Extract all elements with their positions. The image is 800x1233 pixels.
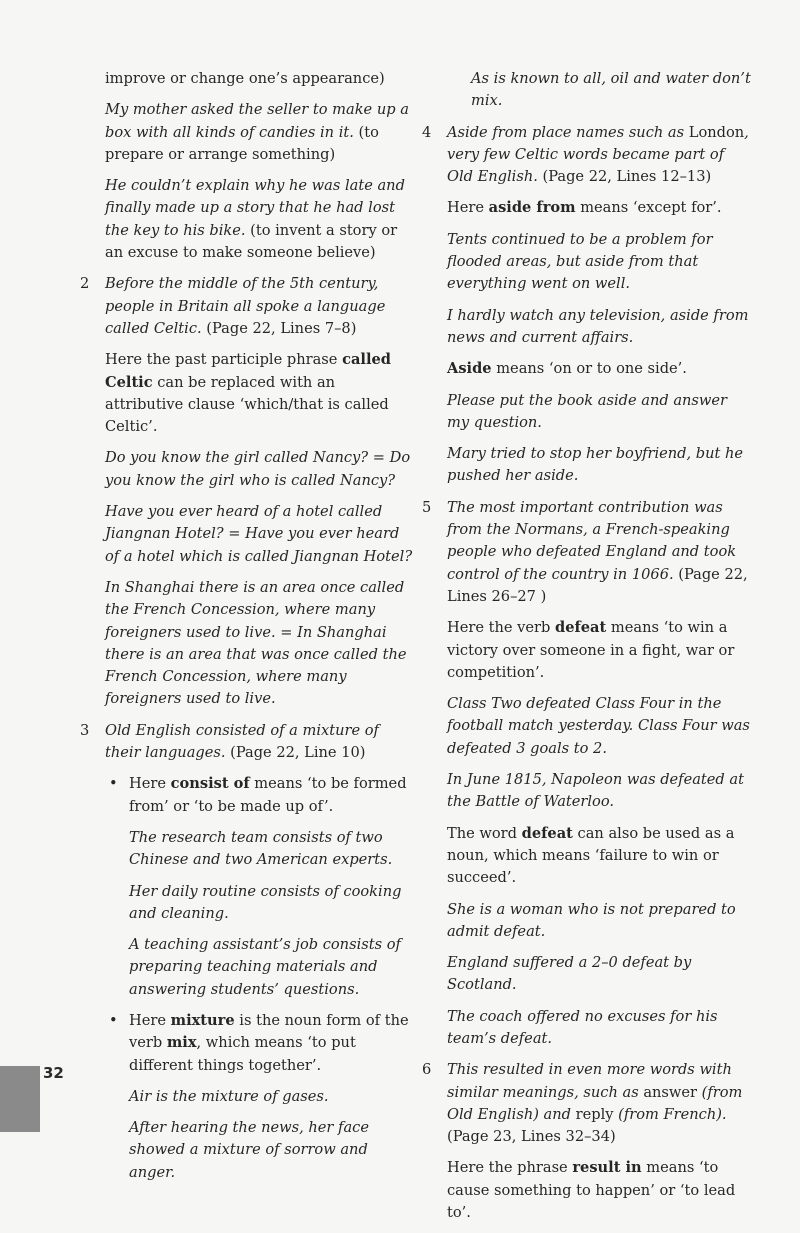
quoted-sentence: Before the middle of the 5th century, people in Britain all spoke a language called Celtic. <box>105 275 386 337</box>
example: Do you know the girl called Nancy? = Do you know the girl who is called Nancy? <box>105 449 411 489</box>
keyword: defeat <box>555 619 607 637</box>
page-reference: (Page 22, Line 10) <box>225 744 366 762</box>
page-reference: (Page 22, Lines 26–27 ) <box>447 565 748 605</box>
item-number: 4 <box>422 123 432 141</box>
keyword: aside from <box>488 199 576 217</box>
keyword: mix <box>166 1034 197 1052</box>
example: Her daily routine consists of cooking and cleaning. <box>129 882 402 922</box>
explanation: Here the phrase result in means ‘to cause something to happen’ or ‘to lead to’. <box>447 1159 736 1222</box>
keyword: consist of <box>170 775 250 793</box>
example: In June 1815, Napoleon was defeated at the Battle of Waterloo. <box>447 771 744 811</box>
numbered-item-6: 6 This resulted in even more words with similar meanings, such as answer (from Old English) and reply (from French). (Page 23, Lines 32–34) <box>422 1061 743 1146</box>
keyword: Aside <box>447 360 492 378</box>
keyword: mixture <box>170 1011 235 1029</box>
example: Class Two defeated Class Four in the football match yesterday. Class Four was defeated 3 goals to 2. <box>447 695 750 757</box>
bullet-item: • Here mixture is the noun form of the verb mix, which means ‘to put different things together’. <box>109 1011 409 1074</box>
page-reference: (Page 23, Lines 32–34) <box>447 1128 616 1146</box>
keyword: called Celtic <box>105 351 391 391</box>
item-number: 3 <box>80 721 90 739</box>
example: The research team consists of two Chinese and two American experts. <box>129 828 393 869</box>
numbered-item-3 <box>80 720 415 765</box>
keyword: result in <box>572 1159 642 1177</box>
numbered-item-4: 4 Aside from place names such as London, very few Celtic words became part of Old English. (Page 22, Lines 12–13) <box>422 123 749 186</box>
example-paragraph: He couldn’t explain why he was late and finally made up a story that he had lost the key to his bike. (to invent a story or an excuse to make someone believe) <box>105 177 405 262</box>
page-tab <box>0 1066 40 1132</box>
numbered-item-2 <box>80 273 415 340</box>
example: She is a woman who is not prepared to admit defeat. <box>447 900 736 940</box>
quoted-sentence: Old English consisted of a mixture of their languages. <box>105 721 379 762</box>
example: I hardly watch any television, aside from news and current affairs. <box>447 306 749 346</box>
item-number: 6 <box>422 1061 432 1079</box>
example: England suffered a 2–0 defeat by Scotland. <box>447 954 692 994</box>
page-reference: (Page 22, Lines 12–13) <box>537 168 712 186</box>
example: Mary tried to stop her boyfriend, but he pushed her aside. <box>447 445 744 485</box>
explanation: Here aside from means ‘except for’. <box>447 199 722 217</box>
explanation: Here the verb defeat means ‘to win a victory over someone in a fight, war or competition’. <box>447 619 735 681</box>
bullet-icon: • <box>109 775 118 793</box>
example: Please put the book aside and answer my question. <box>447 391 728 431</box>
explanation: Aside means ‘on or to one side’. <box>447 360 687 378</box>
example: Air is the mixture of gases. <box>129 1087 329 1105</box>
page-reference: (Page 22, Lines 7–8) <box>201 319 357 337</box>
example: Have you ever heard of a hotel called Jiangnan Hotel? = Have you ever heard of a hotel which is called Jiangnan Hotel? <box>105 503 413 565</box>
item-number: 2 <box>80 275 90 293</box>
explanation: The word defeat can also be used as a noun, which means ‘failure to win or succeed’. <box>447 824 735 887</box>
left-column <box>80 68 415 1193</box>
example-paragraph: My mother asked the seller to make up a box with all kinds of candies in it. (to prepare or arrange something) <box>105 101 409 163</box>
bullet-item: • Here consist of means ‘to be formed from’ or ‘to be made up of’. <box>109 775 407 815</box>
example: Tents continued to be a problem for flooded areas, but aside from that everything went on well. <box>447 230 713 293</box>
example: After hearing the news, her face showed a mixture of sorrow and anger. <box>129 1119 369 1181</box>
right-column <box>422 68 752 1233</box>
example: As is known to all, oil and water don’t mix. <box>471 70 751 110</box>
example: In Shanghai there is an area once called the French Concession, where many foreigners used to live. = In Shanghai there is an area that was once called the French Concession, where many foreigners used to live. <box>105 578 407 708</box>
item-number: 5 <box>422 498 432 516</box>
example: A teaching assistant’s job consists of preparing teaching materials and answering students’ questions. <box>129 936 401 998</box>
quoted-sentence: The most important contribution was from the Normans, a French-speaking people who defeated England and took control of the country in 1066. <box>447 498 737 583</box>
example: The coach offered no excuses for his team’s defeat. <box>447 1007 718 1047</box>
explanation: Here the past participle phrase called Celtic can be replaced with an attributive clause ‘which/that is called Celtic’. <box>105 351 391 436</box>
page-number: 32 <box>43 1064 64 1082</box>
paragraph: improve or change one’s appearance) <box>105 70 385 87</box>
numbered-item-5 <box>422 497 752 608</box>
bullet-icon: • <box>109 1011 118 1029</box>
keyword: defeat <box>521 824 573 842</box>
